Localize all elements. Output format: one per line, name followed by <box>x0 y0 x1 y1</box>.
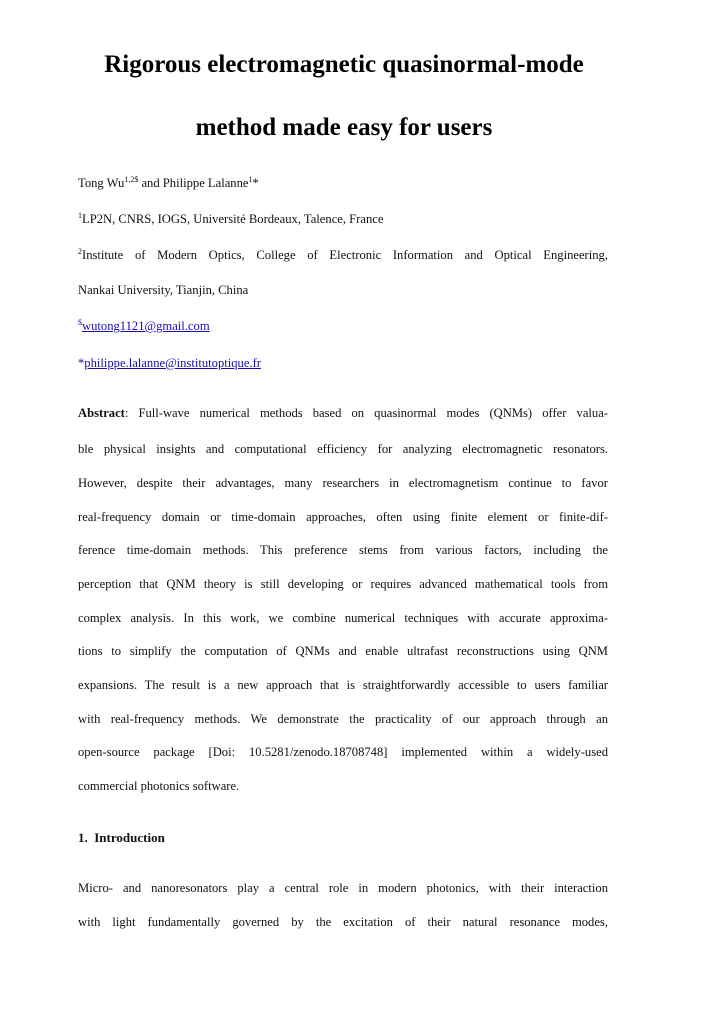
corresponding-author-mark: * <box>252 176 259 190</box>
author-2-affiliation-mark: 1 <box>248 175 253 184</box>
contact-email-2 <box>78 355 608 371</box>
affiliation-2 <box>78 247 608 263</box>
author-line <box>78 175 608 191</box>
section-heading-introduction: 1. Introduction <box>78 830 165 845</box>
abstract-line: real-frequency domain or time-domain approaches, often using finite element or finite-dif- <box>78 510 608 524</box>
abstract-line: expansions. The result is a new approach that is straightforwardly accessible to users familiar <box>78 678 608 692</box>
abstract-line: tions to simplify the computation of QNMs and enable ultrafast reconstructions using QNM <box>78 644 608 658</box>
abstract-line: perception that QNM theory is still developing or requires advanced mathematical tools from <box>78 577 608 591</box>
abstract-line: commercial photonics software. <box>78 779 240 793</box>
abstract-line: ble physical insights and computational efficiency for analyzing electromagnetic resonators. <box>78 442 608 456</box>
abstract-line: open-source package [Doi: 10.5281/zenodo.18708748] implemented within a widely-used <box>78 745 608 759</box>
abstract-line <box>78 405 608 421</box>
paper-title-line-1: Rigorous electromagnetic quasinormal-mode <box>104 51 584 78</box>
author-name-1: Tong Wu <box>78 176 125 190</box>
abstract-line: with real-frequency methods. We demonstrate the practicality of our approach through an <box>78 712 608 726</box>
email-link-1[interactable]: wutong1121@gmail.com <box>82 319 210 333</box>
author-1-affiliation-mark: 1,2$ <box>124 175 139 184</box>
paper-title-line-2: method made easy for users <box>195 114 493 141</box>
abstract-line: ference time-domain methods. This preference stems from various factors, including the <box>78 543 608 557</box>
contact-2-mark: * <box>78 356 85 370</box>
affiliation-2-text: Institute of Modern Optics, College of Electronic Information and Optical Engineering, <box>82 248 608 262</box>
author-connector: and <box>138 176 163 190</box>
affiliation-2-mark: 2 <box>78 247 82 256</box>
body-text-line: Micro- and nanoresonators play a central role in modern photonics, with their interaction <box>78 881 608 895</box>
body-text-line: with light fundamentally governed by the excitation of their natural resonance modes, <box>78 915 608 929</box>
author-name-2: Philippe Lalanne <box>162 176 249 190</box>
affiliation-1 <box>78 211 608 227</box>
contact-email-1 <box>78 318 608 334</box>
abstract-text: : Full-wave numerical methods based on quasinormal modes (QNMs) offer valua- <box>124 406 608 420</box>
contact-1-mark: $ <box>78 318 82 327</box>
abstract-label: Abstract <box>78 406 125 420</box>
abstract-line: However, despite their advantages, many researchers in electromagnetism continue to favor <box>78 476 608 490</box>
affiliation-1-text: LP2N, CNRS, IOGS, Université Bordeaux, Talence, France <box>82 212 384 226</box>
affiliation-2-continuation: Nankai University, Tianjin, China <box>78 283 249 297</box>
affiliation-1-mark: 1 <box>78 211 82 220</box>
abstract-line: complex analysis. In this work, we combine numerical techniques with accurate approxima- <box>78 611 608 625</box>
email-link-2[interactable]: philippe.lalanne@institutoptique.fr <box>84 356 261 370</box>
